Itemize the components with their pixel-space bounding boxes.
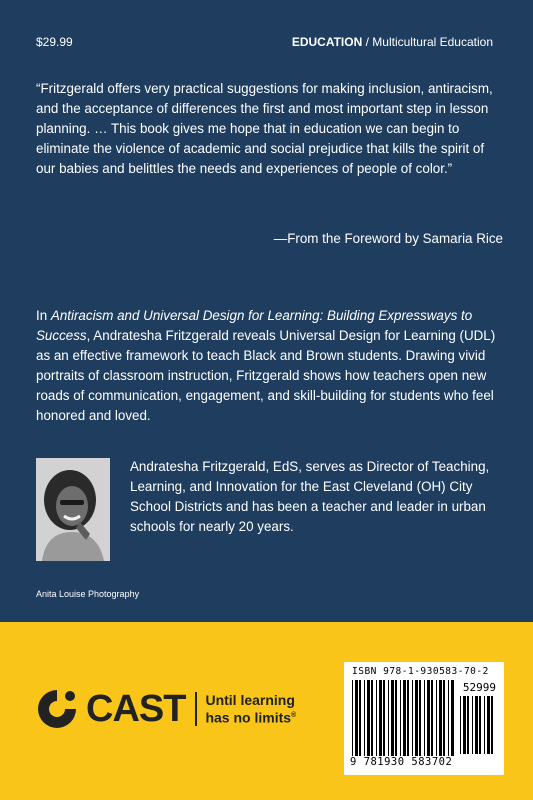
- author-photo: [36, 458, 110, 561]
- barcode-bar: [407, 680, 409, 756]
- barcode-bar: [460, 696, 461, 754]
- barcode-bars-icon: [352, 680, 456, 756]
- barcode-bar: [427, 680, 430, 756]
- isbn-text: ISBN 978-1-930583-70-2: [352, 666, 489, 677]
- author-portrait-icon: [36, 458, 110, 561]
- price-barcode-bars-icon: [460, 696, 496, 754]
- logo-divider: [195, 692, 197, 726]
- description-prefix: In: [36, 308, 51, 323]
- barcode-bar: [491, 696, 493, 754]
- barcode-bar: [415, 680, 418, 756]
- barcode-bar: [376, 680, 377, 756]
- barcode-bar: [383, 680, 385, 756]
- barcode-bar: [443, 680, 445, 756]
- barcode-bar: [355, 680, 358, 756]
- foreword-quote: “Fritzgerald offers very practical suggestions for making inclusion, antiracism, and the acceptance of differences the first and most important step in lesson planning. … This book gives me hope that in education we can begin to eliminate the violence of academic and social prejudice that kills the spirit of our babies and belittles the needs and experiences of people of color.”: [36, 81, 493, 176]
- barcode-bar: [451, 680, 454, 756]
- book-description: [36, 306, 506, 426]
- registered-mark: ®: [291, 712, 297, 720]
- barcode-bar: [412, 680, 413, 756]
- barcode-bar: [431, 680, 433, 756]
- tagline-line-2: has no limits: [205, 709, 292, 726]
- price: $29.99: [36, 35, 73, 49]
- barcode-bar: [467, 696, 469, 754]
- barcode-bar: [359, 680, 361, 756]
- barcode-bar: [436, 680, 437, 756]
- barcode-bar: [475, 696, 478, 754]
- tagline-line-1: Until learning: [205, 692, 295, 709]
- publisher-tagline: [205, 692, 296, 726]
- description-body: , Andratesha Fritzgerald reveals Universal Design for Learning (UDL) as an effective framework to teach Black and Brown students. Drawing vivid portraits of classroom instruction, Fritzgerald shows how teachers open new roads of communication, engagement, and skill-building for students who feel honored and loved.: [36, 328, 496, 423]
- barcode-bar: [364, 680, 365, 756]
- book-title: Antiracism and Universal Design for Learning: Building Expressways to Success: [36, 308, 473, 343]
- photo-credit: Anita Louise Photography: [36, 589, 140, 599]
- barcode-bar: [403, 680, 406, 756]
- category-sub: / Multicultural Education: [362, 35, 493, 49]
- barcode-bar: [391, 680, 394, 756]
- price-code: 52999: [462, 681, 496, 694]
- quote-attribution: —From the Foreword by Samaria Rice: [273, 231, 503, 246]
- barcode-bar: [379, 680, 382, 756]
- barcode: [344, 662, 504, 775]
- barcode-bar: [367, 680, 370, 756]
- ean-text: 9 781930 583702: [350, 756, 453, 768]
- barcode-bar: [352, 680, 353, 756]
- back-cover-bottom: [0, 622, 533, 800]
- barcode-bar: [479, 696, 481, 754]
- barcode-bar: [400, 680, 401, 756]
- barcode-bar: [463, 696, 466, 754]
- barcode-bar: [487, 696, 490, 754]
- barcode-bar: [484, 696, 485, 754]
- category-label: [292, 35, 493, 49]
- barcode-bar: [388, 680, 389, 756]
- author-bio: Andratesha Fritzgerald, EdS, serves as Director of Teaching, Learning, and Innovation for the East Cleveland (OH) City School Districts and has been a teacher and leader in urban schools for nearly 20 years.: [130, 459, 490, 534]
- publisher-name: CAST: [86, 687, 186, 730]
- barcode-bar: [448, 680, 449, 756]
- barcode-bar: [472, 696, 473, 754]
- barcode-bar: [371, 680, 373, 756]
- barcode-bar: [424, 680, 425, 756]
- barcode-bar: [419, 680, 421, 756]
- barcode-bar: [439, 680, 442, 756]
- barcode-bar: [395, 680, 397, 756]
- category-main: EDUCATION: [291, 35, 363, 49]
- cast-logo-mark-icon: [36, 687, 78, 731]
- cast-logo: [36, 684, 326, 734]
